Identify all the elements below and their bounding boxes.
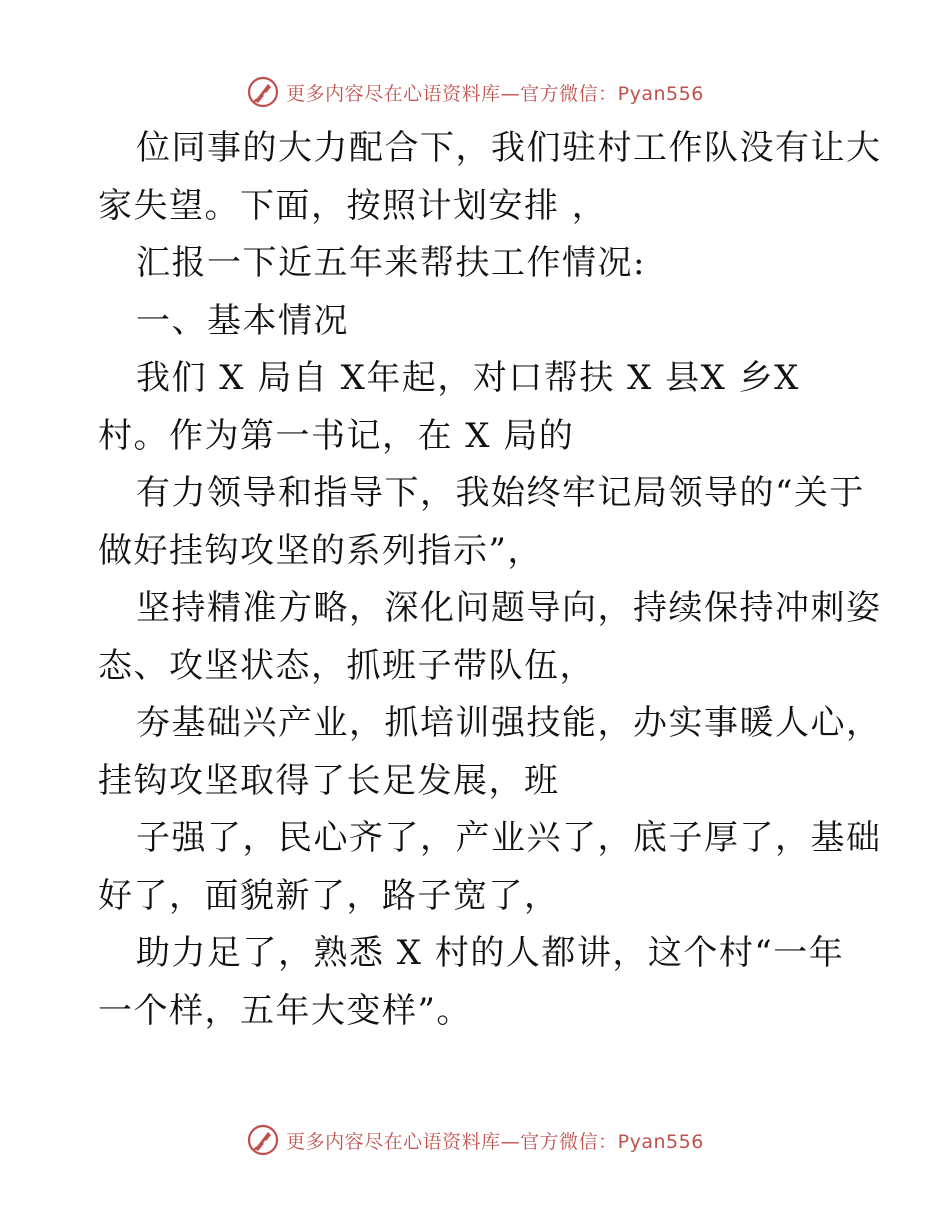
header-banner-label: 更多内容尽在心语资料库—官方微信： (286, 82, 618, 105)
footer-banner-handle: Pyan556 (617, 1130, 704, 1153)
paragraph-line: 一个样，五年大变样”。 (98, 990, 472, 1031)
quill-logo-icon (246, 75, 280, 109)
paragraph-line: 坚持精准方略，深化问题导向，持续保持冲刺姿 (136, 588, 882, 628)
header-banner-handle: Pyan556 (617, 82, 704, 105)
footer-banner (0, 1120, 950, 1160)
document-body (98, 120, 882, 1040)
paragraph-line: 挂钩攻坚取得了长足发展，班 (98, 760, 560, 801)
header-banner-text (286, 79, 704, 106)
paragraph-line: 态、攻坚状态，抓班子带队伍， (98, 645, 595, 686)
paragraph-line: 汇报一下近五年来帮扶工作情况: (136, 243, 646, 283)
header-banner (0, 72, 950, 112)
paragraph-line: 子强了，民心齐了，产业兴了，底子厚了，基础 (136, 818, 882, 858)
paragraph-line: 位同事的大力配合下，我们驻村工作队没有让大 (136, 128, 882, 168)
paragraph-line: 夯基础兴产业，抓培训强技能，办实事暖人心， (136, 703, 882, 743)
paragraph-line: 助力足了，熟悉 X 村的人都讲，这个村“一年 (136, 933, 845, 973)
footer-banner-text (286, 1127, 704, 1154)
quill-logo-icon (246, 1123, 280, 1157)
section-heading: 一、基本情况 (136, 300, 349, 341)
paragraph-line: 村。作为第一书记，在 X 局的 (98, 415, 575, 456)
paragraph-line: 做好挂钩攻坚的系列指示”， (98, 530, 543, 571)
paragraph-line: 有力领导和指导下，我始终牢记局领导的“关于 (136, 473, 865, 513)
footer-banner-label: 更多内容尽在心语资料库—官方微信： (286, 1130, 618, 1153)
paragraph-line: 我们 X 局自 X年起，对口帮扶 X 县X 乡X (136, 358, 800, 398)
paragraph-line: 好了，面貌新了，路子宽了， (98, 875, 560, 916)
paragraph-line: 家失望。下面，按照计划安排 ， (98, 185, 608, 226)
